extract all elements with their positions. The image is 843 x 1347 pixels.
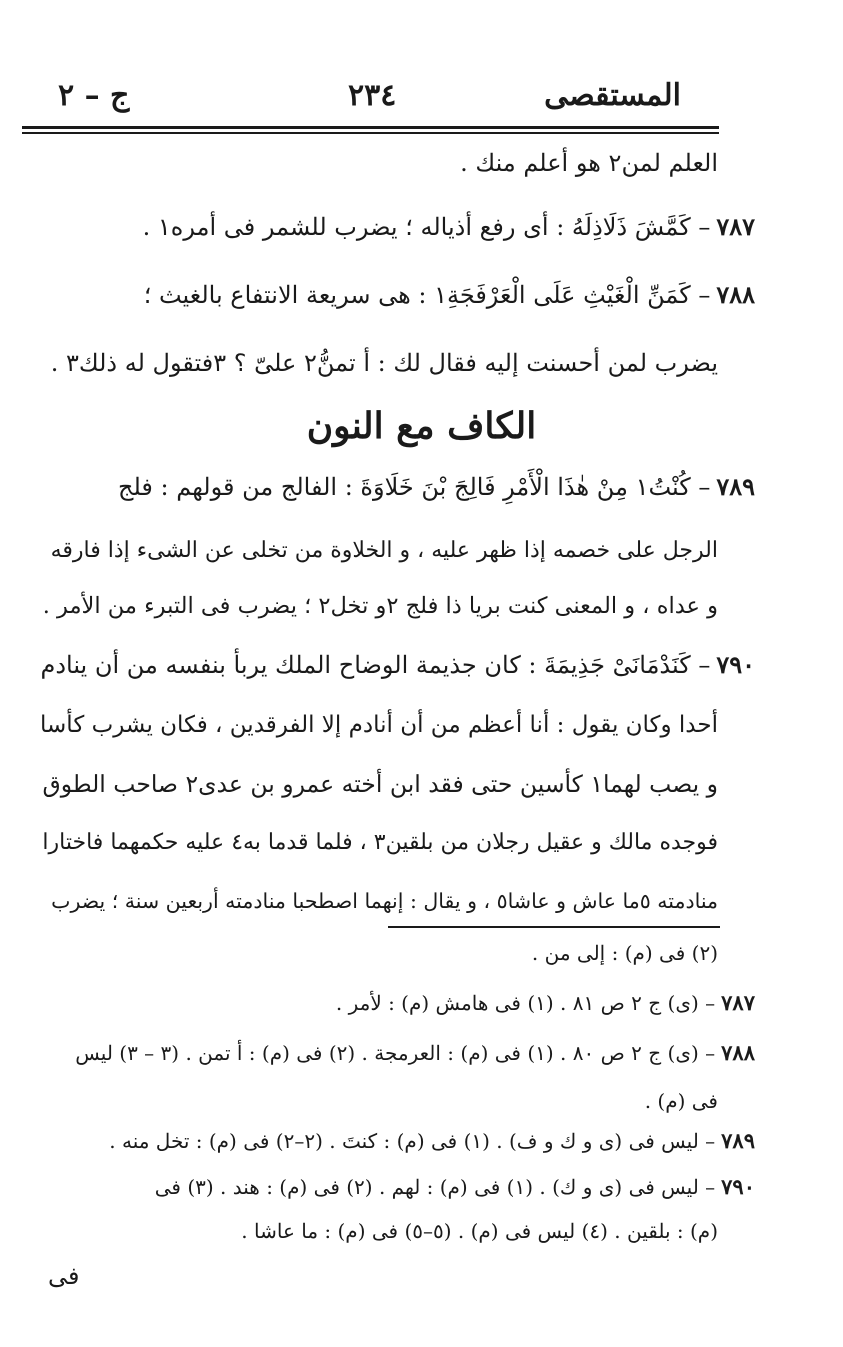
catchword: فى (48, 1262, 80, 1290)
footnote-788: ٧٨٨– (ى) ج ٢ ص ٨٠ . (١) فى (م) : العرمجة . (٢) فى (م) : أ تمن . (٣ – ٣) ليس (75, 1040, 755, 1065)
page-number: ٢٣٤ (348, 78, 397, 113)
footnote-789: ٧٨٩– ليس فى (ى و ك و ف) . (١) فى (م) : كنتَ . (٢–٢) فى (م) : تخل منه . (109, 1128, 755, 1153)
body-line: منادمته ٥ما عاش و عاشا٥ ، و يقال : إنهما اصطحبا منادمته أربعين سنة ؛ يضرب (51, 889, 718, 913)
running-title: المستقصى (544, 78, 681, 113)
entry-number: ٧٨٧ (716, 212, 755, 241)
entry-number: ٧٨٨ (716, 280, 755, 309)
body-line: و عداه ، و المعنى كنت بريا ذا فلج ٢و تخل٢ ؛ يضرب فى التبرء من الأمر . (42, 593, 718, 619)
entry-790: ٧٩٠– كَنَدْمَانَىْ جَذِيمَةَ : كان جذيمة الوضاح الملك يربأ بنفسه من أن ينادم (40, 650, 755, 679)
entry-789: ٧٨٩– كُنْتُ١ مِنْ هٰذَا الْأَمْرِ فَالِجَ بْنَ خَلَاوَةَ : الفالج من قولهم : فلج (117, 472, 755, 501)
body-line: يضرب لمن أحسنت إليه فقال لك : أ تمنُّ٢ علىّ ؟ ٣فتقول له ذلك٣ . (50, 349, 718, 377)
body-line: العلم لمن٢ هو أعلم منك . (460, 149, 718, 177)
footnote-line: (م) : بلقين . (٤) ليس فى (م) . (٥–٥) فى (م) : ما عاشا . (241, 1219, 718, 1243)
entry-number: ٧٨٩ (716, 472, 755, 501)
footnote-line: فى (م) . (644, 1089, 718, 1113)
header-rule-thick (22, 126, 719, 129)
footnote-790: ٧٩٠– ليس فى (ى و ك) . (١) فى (م) : لهم . (٢) فى (م) : هند . (٣) فى (154, 1174, 755, 1199)
entry-788: ٧٨٨– كَمَنِّ الْغَيْثِ عَلَى الْعَرْفَجَةِ١ : هى سريعة الانتفاع بالغيث ؛ (143, 280, 755, 309)
footnote-number: ٧٩٠ (721, 1174, 755, 1199)
footnote-number: ٧٨٩ (721, 1128, 755, 1153)
header-rule-thin (22, 132, 719, 134)
footnote-line: (٢) فى (م) : إلى من . (531, 941, 718, 965)
entry-787: ٧٨٧– كَمَّشَ ذَلَاذِلَهُ : أى رفع أذياله ؛ يضرب للشمر فى أمره١ . (142, 212, 755, 241)
volume-label: ج – ٢ (58, 78, 130, 113)
footnote-separator (388, 926, 720, 928)
footnote-number: ٧٨٨ (721, 1040, 755, 1065)
section-heading: الكاف مع النون (306, 405, 537, 447)
body-line: الرجل على خصمه إذا ظهر عليه ، و الخلاوة من تخلى عن الشىء إذا فارقه (50, 538, 718, 563)
footnote-number: ٧٨٧ (721, 990, 755, 1015)
footnote-787: ٧٨٧– (ى) ج ٢ ص ٨١ . (١) فى هامش (م) : لأمر . (335, 990, 755, 1015)
body-line: أحدا وكان يقول : أنا أعظم من أن أنادم إلا الفرقدين ، فكان يشرب كأسا (40, 712, 718, 738)
body-line: فوجده مالك و عقيل رجلان من بلقين٣ ، فلما قدما به٤ عليه حكمهما فاختارا (42, 830, 718, 855)
entry-number: ٧٩٠ (716, 650, 755, 679)
body-line: و يصب لهما١ كأسين حتى فقد ابن أخته عمرو بن عدى٢ صاحب الطوق (42, 770, 718, 798)
